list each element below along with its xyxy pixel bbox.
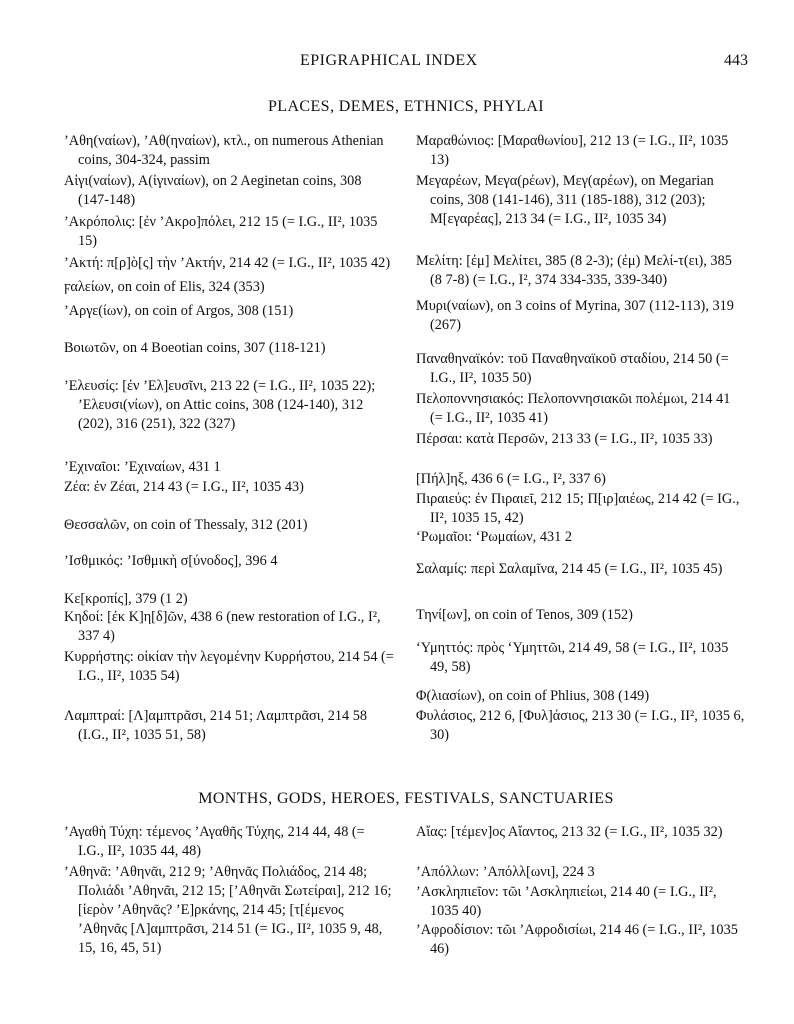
index-entry: Θεσσαλῶν, on coin of Thessaly, 312 (201) [64,517,308,533]
index-entry: Παναθηναϊκόν: τοῦ Παναθηναϊκοῦ σταδίου, 214 50 (= I.G., II², 1035 50) [416,351,729,386]
index-entry: ’Ακτή: π[ρ]ὸ[ς] τὴν ’Ακτήν, 214 42 (= I.G., II², 1035 42) [64,255,391,271]
index-entry: Σαλαμίς: περὶ Σαλαμῖνα, 214 45 (= I.G., II², 1035 45) [416,561,723,577]
index-entry: [Πήλ]ηξ, 436 6 (= I.G., I², 337 6) [416,471,606,487]
index-entry: ‘Υμηττός: πρὸς ‘Υμηττῶι, 214 49, 58 (= I.G., II², 1035 49, 58) [416,640,729,675]
index-entry: Τηνί[ων], on coin of Tenos, 309 (152) [416,607,633,623]
index-entry: ‘Ρωμαῖοι: ‘Ρωμαίων, 431 2 [416,529,572,545]
index-entry: Μελίτη: [ἐμ] Μελίτει, 385 (8 2-3); (ἐμ) Μελί-τ(ει), 385 (8 7-8) (= I.G., I², 374 334-335, 339-340) [416,253,732,288]
index-entry: Λαμπτραί: [Λ]αμπτρᾶσι, 214 51; Λαμπτρᾶσι, 214 58 (I.G., II², 1035 51, 58) [64,708,368,743]
index-entry: ’Αφροδίσιον: τῶι ’Αφροδισίωι, 214 46 (= I.G., II², 1035 46) [416,922,738,957]
index-entry: ’Αγαθὴ Τύχη: τέμενος ’Αγαθῆς Τύχης, 214 44, 48 (= I.G., II², 1035 44, 48) [64,824,365,859]
index-entry: Πελοποννησιακός: Πελοποννησιακῶι πολέμωι, 214 41 (= I.G., II², 1035 41) [416,391,731,426]
index-entry: Πιραιεύς: ἐν Πιραιεῖ, 212 15; Π[ιρ]αιέως, 214 42 (= IG., II², 1035 15, 42) [416,491,740,526]
index-entry: ’Αθη(ναίων), ’Αθ(ηναίων), κτλ., on numerous Athenian coins, 304-324, passim [64,133,384,168]
index-entry: Φυλάσιος, 212 6, [Φυλ]άσιος, 213 30 (= I.G., II², 1035 6, 30) [416,708,745,743]
index-entry: Αἴας: [τέμεν]ος Αἴαντος, 213 32 (= I.G., II², 1035 32) [416,824,723,840]
index-entry: ’Αργε(ίων), on coin of Argos, 308 (151) [64,303,294,319]
index-entry: ’Αθηνᾶ: ’Αθηνᾶι, 212 9; ’Αθηνᾶς Πολιάδος, 214 48; Πολιάδι ’Αθηνᾶι, 212 15; [’Αθηνᾶι Σωτείραι], 212 16; [ἱερὸν ’Αθηνᾶς? ’Ε]ρκάνης, 214 45; [τ[έμενος ’Αθηνᾶς [Λ]αμπτρᾶσι, 214 51 (= IG., II², 1035 9, 48, 15, 16, 45, 51) [64,864,392,956]
index-entry: Μαραθώνιος: [Μαραθωνίου], 212 13 (= I.G., II², 1035 13) [416,133,729,168]
index-entry: ’Απόλλων: ’Απόλλ[ωνι], 224 3 [416,864,595,880]
index-entry: Βοιωτῶν, on 4 Boeotian coins, 307 (118-121) [64,340,326,356]
index-entry: Κηδοί: [ἐκ Κ]η[δ]ῶν, 438 6 (new restoration of I.G., I², 337 4) [64,609,381,644]
running-head [64,52,748,76]
index-entry: ’Ασκληπιεῖον: τῶι ’Ασκληπιείωι, 214 40 (= I.G., II², 1035 40) [416,884,717,919]
page-number: 443 [724,52,748,69]
index-entry: Μεγαρέων, Μεγα(ρέων), Μεγ(αρέων), on Megarian coins, 308 (141-146), 311 (185-188), 312 (203); Μ[εγαρέας], 213 34 (= I.G., II², 1035 34) [416,173,714,227]
index-entry: Κε[κροπίς], 379 (1 2) [64,591,188,607]
index-entry: Φ(λιασίων), on coin of Phlius, 308 (149) [416,688,650,704]
index-entry: Κυρρήστης: οἰκίαν τὴν λεγομένην Κυρρήστου, 214 54 (= I.G., II², 1035 54) [64,649,394,684]
index-entry: Μυρι(ναίων), on 3 coins of Myrina, 307 (112-113), 319 (267) [416,298,734,333]
index-entry: Πέρσαι: κατὰ Περσῶν, 213 33 (= I.G., II², 1035 33) [416,431,713,447]
section-heading-months: MONTHS, GODS, HEROES, FESTIVALS, SANCTUARIES [198,790,614,807]
index-entry: Αἰγι(ναίων), Α(ἰγιναίων), on 2 Aeginetan coins, 308 (147-148) [64,173,362,208]
running-title: EPIGRAPHICAL INDEX [300,52,478,69]
index-entry: Ζέα: ἐν Ζέαι, 214 43 (= I.G., II², 1035 43) [64,479,304,495]
section-heading-places: PLACES, DEMES, ETHNICS, PHYLAI [267,98,544,115]
index-entry: ’Ακρόπολις: [ἐν ’Ακρο]πόλει, 212 15 (= I.G., II², 1035 15) [64,214,378,249]
index-entry: ’Ελευσίς: [ἐν ’Ελ]ευσῖνι, 213 22 (= I.G., II², 1035 22); ’Ελευσι(νίων), on Attic coins, 308 (124-140), 312 (202), 316 (251), 322 (327) [64,378,376,432]
index-entry: ’Ισθμικός: ’Ισθμικὴ σ[ύνοδος], 396 4 [64,553,278,569]
index-entry: ϝαλείων, on coin of Elis, 324 (353) [64,279,265,295]
index-entry: ’Εχιναῖοι: ’Εχιναίων, 431 1 [64,459,221,475]
